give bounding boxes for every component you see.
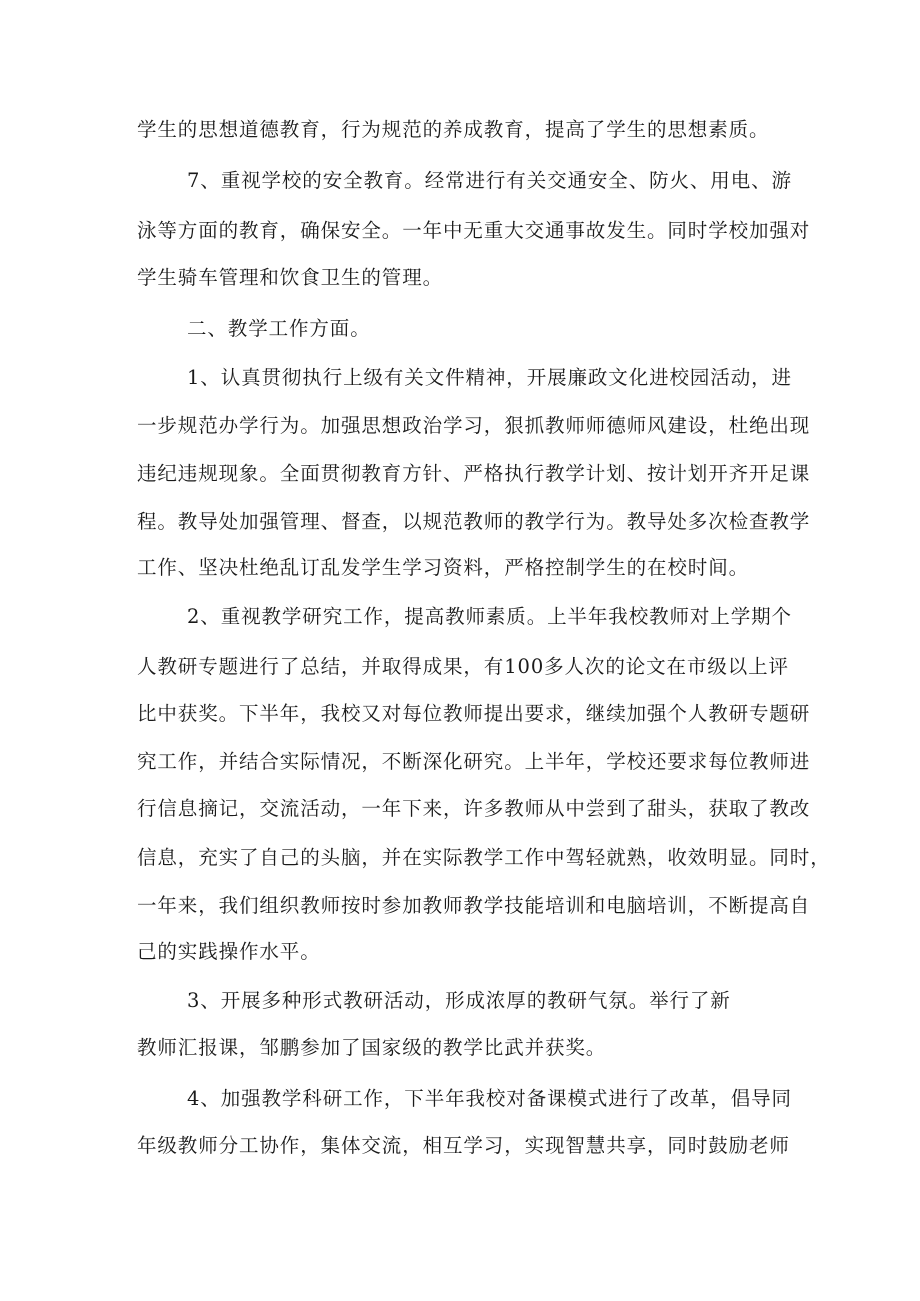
text-line: 7、重视学校的安全教育。经常进行有关交通安全、防火、用电、游: [187, 169, 792, 192]
text-line: 学生的思想道德教育，行为规范的养成教育，提高了学生的思想素质。: [137, 118, 770, 141]
text-line: 程。教导处加强管理、督查，以规范教师的教学行为。教导处多次检查教学: [137, 510, 811, 533]
text-line: 人教研专题进行了总结，并取得成果，有100多人次的论文在市级以上评: [137, 655, 789, 678]
text-line: 信息，充实了自己的头脑，并在实际教学工作中驾轻就熟，收效明显。同时，: [137, 846, 831, 869]
text-line: 比中获奖。下半年，我校又对每位教师提出要求，继续加强个人教研专题研: [137, 702, 811, 725]
text-line: 2、重视教学研究工作，提高教师素质。上半年我校教师对上学期个: [187, 605, 792, 628]
text-line: 教师汇报课，邹鹏参加了国家级的教学比武并获奖。: [137, 1036, 607, 1059]
text-line: 己的实践操作水平。: [137, 940, 321, 963]
text-line: 4、加强教学科研工作，下半年我校对备课模式进行了改革，倡导同: [187, 1087, 792, 1110]
text-line: 泳等方面的教育，确保安全。一年中无重大交通事故发生。同时学校加强对: [137, 219, 811, 242]
text-line: 工作、坚决杜绝乱订乱发学生学习资料，严格控制学生的在校时间。: [137, 556, 750, 579]
text-line: 3、开展多种形式教研活动，形成浓厚的教研气氛。举行了新: [187, 989, 731, 1012]
section-heading: 二、教学工作方面。: [187, 317, 371, 340]
text-line: 1、认真贯彻执行上级有关文件精神，开展廉政文化进校园活动，进: [187, 366, 792, 389]
text-line: 年级教师分工协作，集体交流，相互学习，实现智慧共享，同时鼓励老师: [137, 1134, 790, 1157]
text-line: 行信息摘记，交流活动，一年下来，许多教师从中尝到了甜头，获取了教改: [137, 797, 811, 820]
text-line: 一年来，我们组织教师按时参加教师教学技能培训和电脑培训，不断提高自: [137, 894, 811, 917]
text-line: 一步规范办学行为。加强思想政治学习，狠抓教师师德师风建设，杜绝出现: [137, 414, 811, 437]
text-line: 违纪违规现象。全面贯彻教育方针、严格执行教学计划、按计划开齐开足课: [137, 462, 811, 485]
text-line: 究工作，并结合实际情况，不断深化研究。上半年，学校还要求每位教师进: [137, 750, 811, 773]
text-line: 学生骑车管理和饮食卫生的管理。: [137, 266, 444, 289]
